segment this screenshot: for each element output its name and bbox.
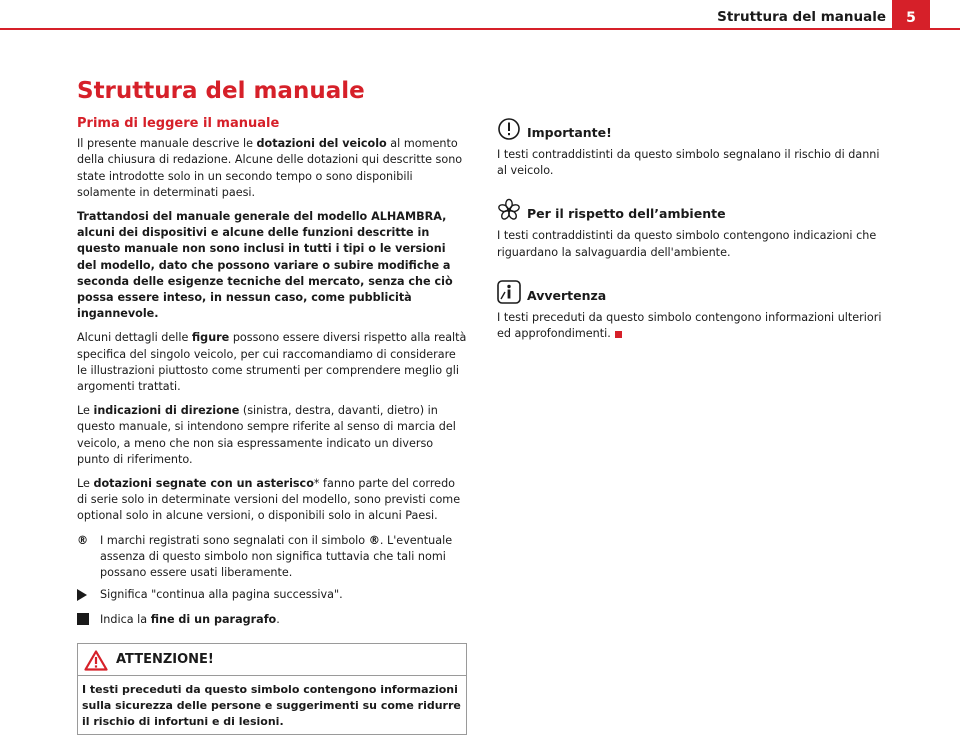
text-run: (sinistra, destra, davanti, dietro) in questo manuale, si intendono sempre riferite al senso di marcia del veicolo, a meno che non sia espressamente indicato un diverso punto di riferimento. (77, 404, 456, 466)
section-important (497, 116, 887, 179)
end-marker-icon (615, 331, 622, 338)
text-run: Il presente manuale descrive le (77, 137, 257, 151)
note-text: I testi preceduti da questo simbolo contengono informazioni ulteriori ed approfondimenti. (497, 310, 882, 341)
bold-paragraph: Trattandosi del manuale generale del modello ALHAMBRA, alcuni dei dispositivi e alcune delle funzioni descritte in questo manuale non sono inclusi in tutti i tipi o le versioni del modello, dato che possono variare o subire modifiche a seconda delle esigenze tecniche del mercato, senza che ciò possa essere inteso, in nessun caso, come pubblicità ingannevole. (77, 210, 453, 321)
bold-term: figure (191, 331, 230, 345)
registered-mark-icon: ® (77, 533, 89, 547)
page-number: 5 (892, 0, 930, 29)
header-rule (0, 28, 960, 30)
section-environment (497, 197, 887, 260)
legend-item-continue (77, 587, 467, 606)
important-text: I testi contraddistinti da questo simbolo segnalano il rischio di danni al veicolo. (497, 148, 880, 178)
end-square-icon (77, 613, 89, 625)
note-body (497, 310, 887, 342)
flower-icon (497, 198, 521, 222)
warning-box (77, 643, 467, 735)
note-header (497, 279, 887, 305)
legend-text: Significa "continua alla pagina successiva". (100, 588, 343, 602)
environment-text: I testi contraddistinti da questo simbolo contengono indicazioni che riguardano la salvaguardia dell'ambiente. (497, 229, 877, 259)
text-run: . L'eventuale assenza di questo simbolo non significa tuttavia che tali nomi possano essere usati liberamente. (100, 533, 453, 580)
left-column (77, 116, 467, 735)
text-run: Indica la (100, 613, 151, 627)
warning-text: I testi preceduti da questo simbolo contengono informazioni sulla sicurezza delle persone e suggerimenti su come ridurre il rischio di infortuni e di lesioni. (82, 682, 461, 728)
legend-item-end (77, 612, 467, 630)
warning-header (78, 644, 466, 676)
note-title: Avvertenza (527, 287, 607, 303)
right-column (497, 116, 887, 360)
marker-cell (77, 587, 100, 606)
paragraph-directions (77, 403, 467, 468)
warning-triangle-icon (84, 650, 108, 671)
text-run: . (276, 613, 280, 627)
running-header-title: Struttura del manuale (717, 9, 886, 25)
paragraph-figures (77, 330, 467, 395)
text-run: Le (77, 477, 94, 491)
marker-cell (77, 612, 100, 630)
paragraph-asterisk (77, 476, 467, 525)
text-run: Alcuni dettagli delle (77, 331, 192, 345)
text-run: Le (77, 404, 94, 418)
legend-text (100, 612, 280, 628)
bold-term: indicazioni di direzione (93, 404, 240, 418)
important-title: Importante! (527, 124, 612, 140)
legend-text (100, 533, 467, 582)
info-note-icon (497, 280, 521, 304)
page-title: Struttura del manuale (77, 78, 365, 104)
text-run: possono essere diversi rispetto alla realtà specifica del singolo veicolo, per cui raccomandiamo di considerare le illustrazioni piuttosto come strumenti per comprendere meglio gli argomenti trattati. (77, 331, 467, 394)
section-subtitle: Prima di leggere il manuale (77, 116, 280, 131)
legend-item-registered (77, 533, 467, 582)
warning-title: ATTENZIONE! (116, 652, 214, 668)
continue-arrow-icon (77, 589, 87, 601)
bold-term: dotazioni del veicolo (256, 137, 387, 151)
paragraph-intro (77, 136, 467, 201)
bold-term: dotazioni segnate con un asterisco (93, 477, 314, 491)
section-note (497, 279, 887, 342)
text-run: al momento della chiusura di redazione. Alcune delle dotazioni qui descritte sono state introdotte solo in un secondo tempo o sono disponibili solamente in determinati paesi. (77, 137, 463, 199)
bold-term: ® (368, 533, 380, 547)
exclamation-circle-icon (497, 117, 521, 141)
environment-header (497, 197, 887, 223)
text-run: * fanno parte del corredo di serie solo in determinate versioni del modello, sono previsti come optional solo in alcune versioni, o disponibili solo in alcuni Paesi. (77, 477, 461, 523)
paragraph-model-note (77, 209, 467, 322)
important-header (497, 116, 887, 142)
environment-title: Per il rispetto dell’ambiente (527, 206, 726, 222)
text-run: I marchi registrati sono segnalati con il simbolo (100, 533, 369, 547)
bold-term: fine di un paragrafo (150, 613, 277, 627)
